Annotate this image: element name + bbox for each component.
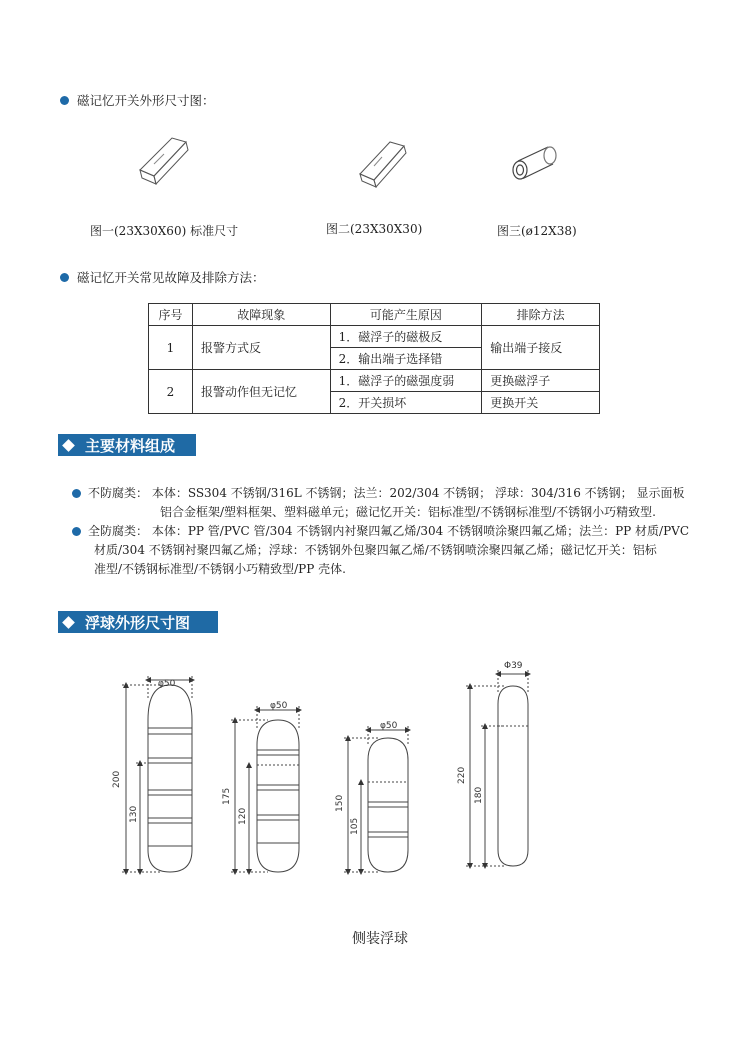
bullet-icon [60,273,69,282]
header-symptom: 故障现象 [192,304,330,326]
row-no: 2 [149,370,193,414]
row-symptom: 报警方式反 [192,326,330,370]
materials-title: 主要材料组成 [85,436,176,455]
float-drawing-3 [344,726,408,872]
float-3-total: 150 [335,794,345,812]
float-drawing-2 [231,706,299,872]
row-cause: 2．输出端子选择错 [330,348,482,370]
float-drawing-4 [466,670,528,866]
faults-heading-row [60,268,265,286]
table-row [149,326,600,348]
row-symptom: 报警动作但无记忆 [192,370,330,414]
row-cause: 2．开关损坏 [330,392,482,414]
materials-item-2-line1: 全防腐类： 本体：PP 管/PVC 管/304 不锈钢内衬聚四氟乙烯/304 不锈钢喷涂聚四氟乙烯；法兰：PP 材质/PVC [88,524,690,538]
switch-figure-3 [506,140,566,184]
float-2-diameter: φ50 [270,701,288,711]
float-1-total: 200 [112,770,122,788]
bullet-icon [72,527,81,536]
switch-figure-1 [130,128,200,196]
float-caption: 侧装浮球 [352,931,408,947]
outline-heading-row [60,91,215,109]
float-2-total: 175 [222,787,232,805]
float-2-mid: 120 [238,807,248,825]
fault-table [148,303,600,414]
float-4-diameter: Φ39 [504,661,523,671]
table-header-row [149,304,600,326]
row-fix: 更换开关 [482,392,600,414]
table-row [149,370,600,392]
materials-item-2-line3: 准型/不锈钢标准型/不锈钢小巧精致型/PP 壳体. [94,562,346,576]
figure-2-caption: 图二(23X30X30) [326,222,423,236]
figure-1-caption: 图一(23X30X60) 标准尺寸 [90,224,239,238]
row-cause: 1．磁浮子的磁强度弱 [330,370,482,392]
float-title: 浮球外形尺寸图 [85,613,191,632]
faults-heading: 磁记忆开关常见故障及排除方法： [77,270,265,285]
row-cause: 1．磁浮子的磁极反 [330,326,482,348]
float-section-bar [58,611,218,633]
row-no: 1 [149,326,193,370]
header-cause: 可能产生原因 [330,304,482,326]
float-4-total: 220 [457,766,467,784]
bullet-icon [72,489,81,498]
float-3-diameter: φ50 [380,721,398,731]
float-drawings [100,650,570,890]
materials-item-1-line1: 不防腐类： 本体：SS304 不锈钢/316L 不锈钢；法兰：202/304 不锈钢； 浮球：304/316 不锈钢； 显示面板 [88,486,685,500]
diamond-icon [62,439,75,452]
float-drawing-1 [122,676,192,872]
materials-item-1 [72,484,722,522]
outline-heading: 磁记忆开关外形尺寸图： [77,93,215,108]
materials-item-1-line2: 铝合金框架/塑料框架、塑料磁单元；磁记忆开关：铝标准型/不锈钢标准型/不锈钢小巧精致型. [160,505,656,519]
row-fix: 更换磁浮子 [482,370,600,392]
bullet-icon [60,96,69,105]
materials-item-2 [72,522,722,579]
materials-item-2-line2: 材质/304 不锈钢衬聚四氟乙烯；浮球：不锈钢外包聚四氟乙烯/不锈钢喷涂聚四氟乙烯；磁记忆开关：铝标 [94,543,657,557]
float-4-mid: 180 [474,786,484,804]
float-3-mid: 105 [350,817,360,835]
switch-figure-2 [350,128,420,196]
header-no: 序号 [149,304,193,326]
float-1-diameter: φ50 [158,679,176,689]
materials-section-bar [58,434,196,456]
figure-3-caption: 图三(ø12X38) [497,224,577,238]
float-1-mid: 130 [129,805,139,823]
row-fix: 输出端子接反 [482,326,600,370]
header-fix: 排除方法 [482,304,600,326]
diamond-icon [62,616,75,629]
